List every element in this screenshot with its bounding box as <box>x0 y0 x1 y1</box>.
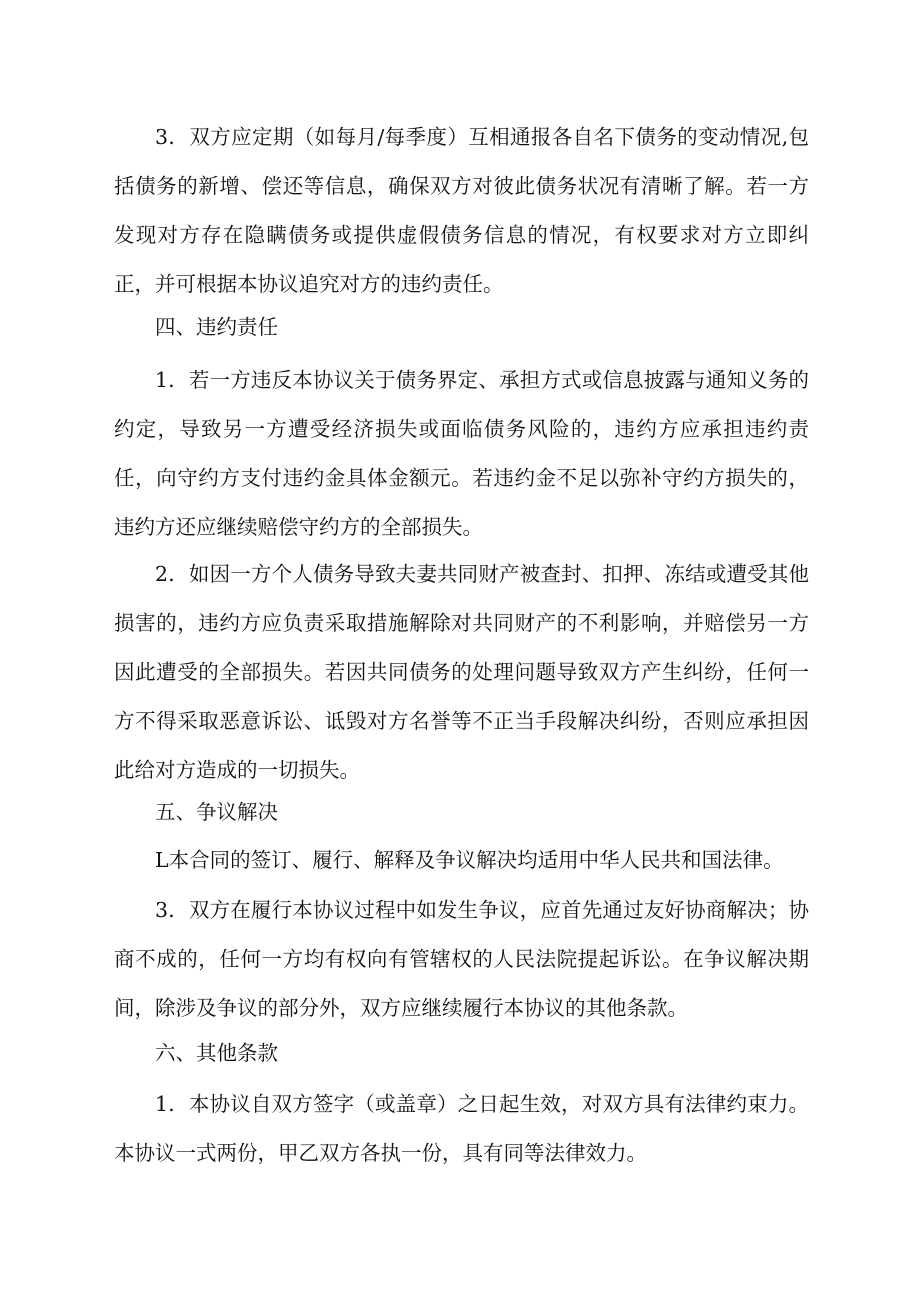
section-heading-breach-liability: 四、违约责任 <box>155 315 278 339</box>
paragraph-debt-change-notification: 3．双方应定期（如每月/每季度）互相通报各自名下债务的变动情况,包括债务的新增、偿还等信息，确保双方对彼此债务状况有清晰了解。若一方发现对方存在隐瞒债务或提供虚假债务信息的情况，有权要求对方立即纠正，并可根据本协议追究对方的违约责任。 <box>114 125 809 296</box>
paragraph-effectiveness: 1．本协议自双方签字（或盖章）之日起生效，对双方具有法律约束力。本协议一式两份，甲乙双方各执一份，具有同等法律效力。 <box>114 1092 809 1165</box>
paragraph-governing-law: L本合同的签订、履行、解释及争议解决均适用中华人民共和国法律。 <box>155 848 784 872</box>
section-heading-dispute-resolution: 五、争议解决 <box>155 800 278 824</box>
paragraph-breach-liability-2: 2．如因一方个人债务导致夫妻共同财产被查封、扣押、冻结或遭受其他损害的，违约方应负责采取措施解除对共同财产的不利影响，并赔偿另一方因此遭受的全部损失。若因共同债务的处理问题导致双方产生纠纷，任何一方不得采取恶意诉讼、诋毁对方名誉等不正当手段解决纠纷，否则应承担因此给对方造成的一切损失。 <box>114 562 809 782</box>
section-heading-other-terms: 六、其他条款 <box>155 1041 278 1065</box>
paragraph-breach-liability-1: 1．若一方违反本协议关于债务界定、承担方式或信息披露与通知义务的约定，导致另一方遭受经济损失或面临债务风险的，违约方应承担违约责任，向守约方支付违约金具体金额元。若违约金不足以弥补守约方损失的，违约方还应继续赔偿守约方的全部损失。 <box>114 368 809 539</box>
paragraph-dispute-negotiation: 3．双方在履行本协议过程中如发生争议，应首先通过友好协商解决；协商不成的，任何一方均有权向有管辖权的人民法院提起诉讼。在争议解决期间，除涉及争议的部分外，双方应继续履行本协议的其他条款。 <box>114 898 809 1020</box>
